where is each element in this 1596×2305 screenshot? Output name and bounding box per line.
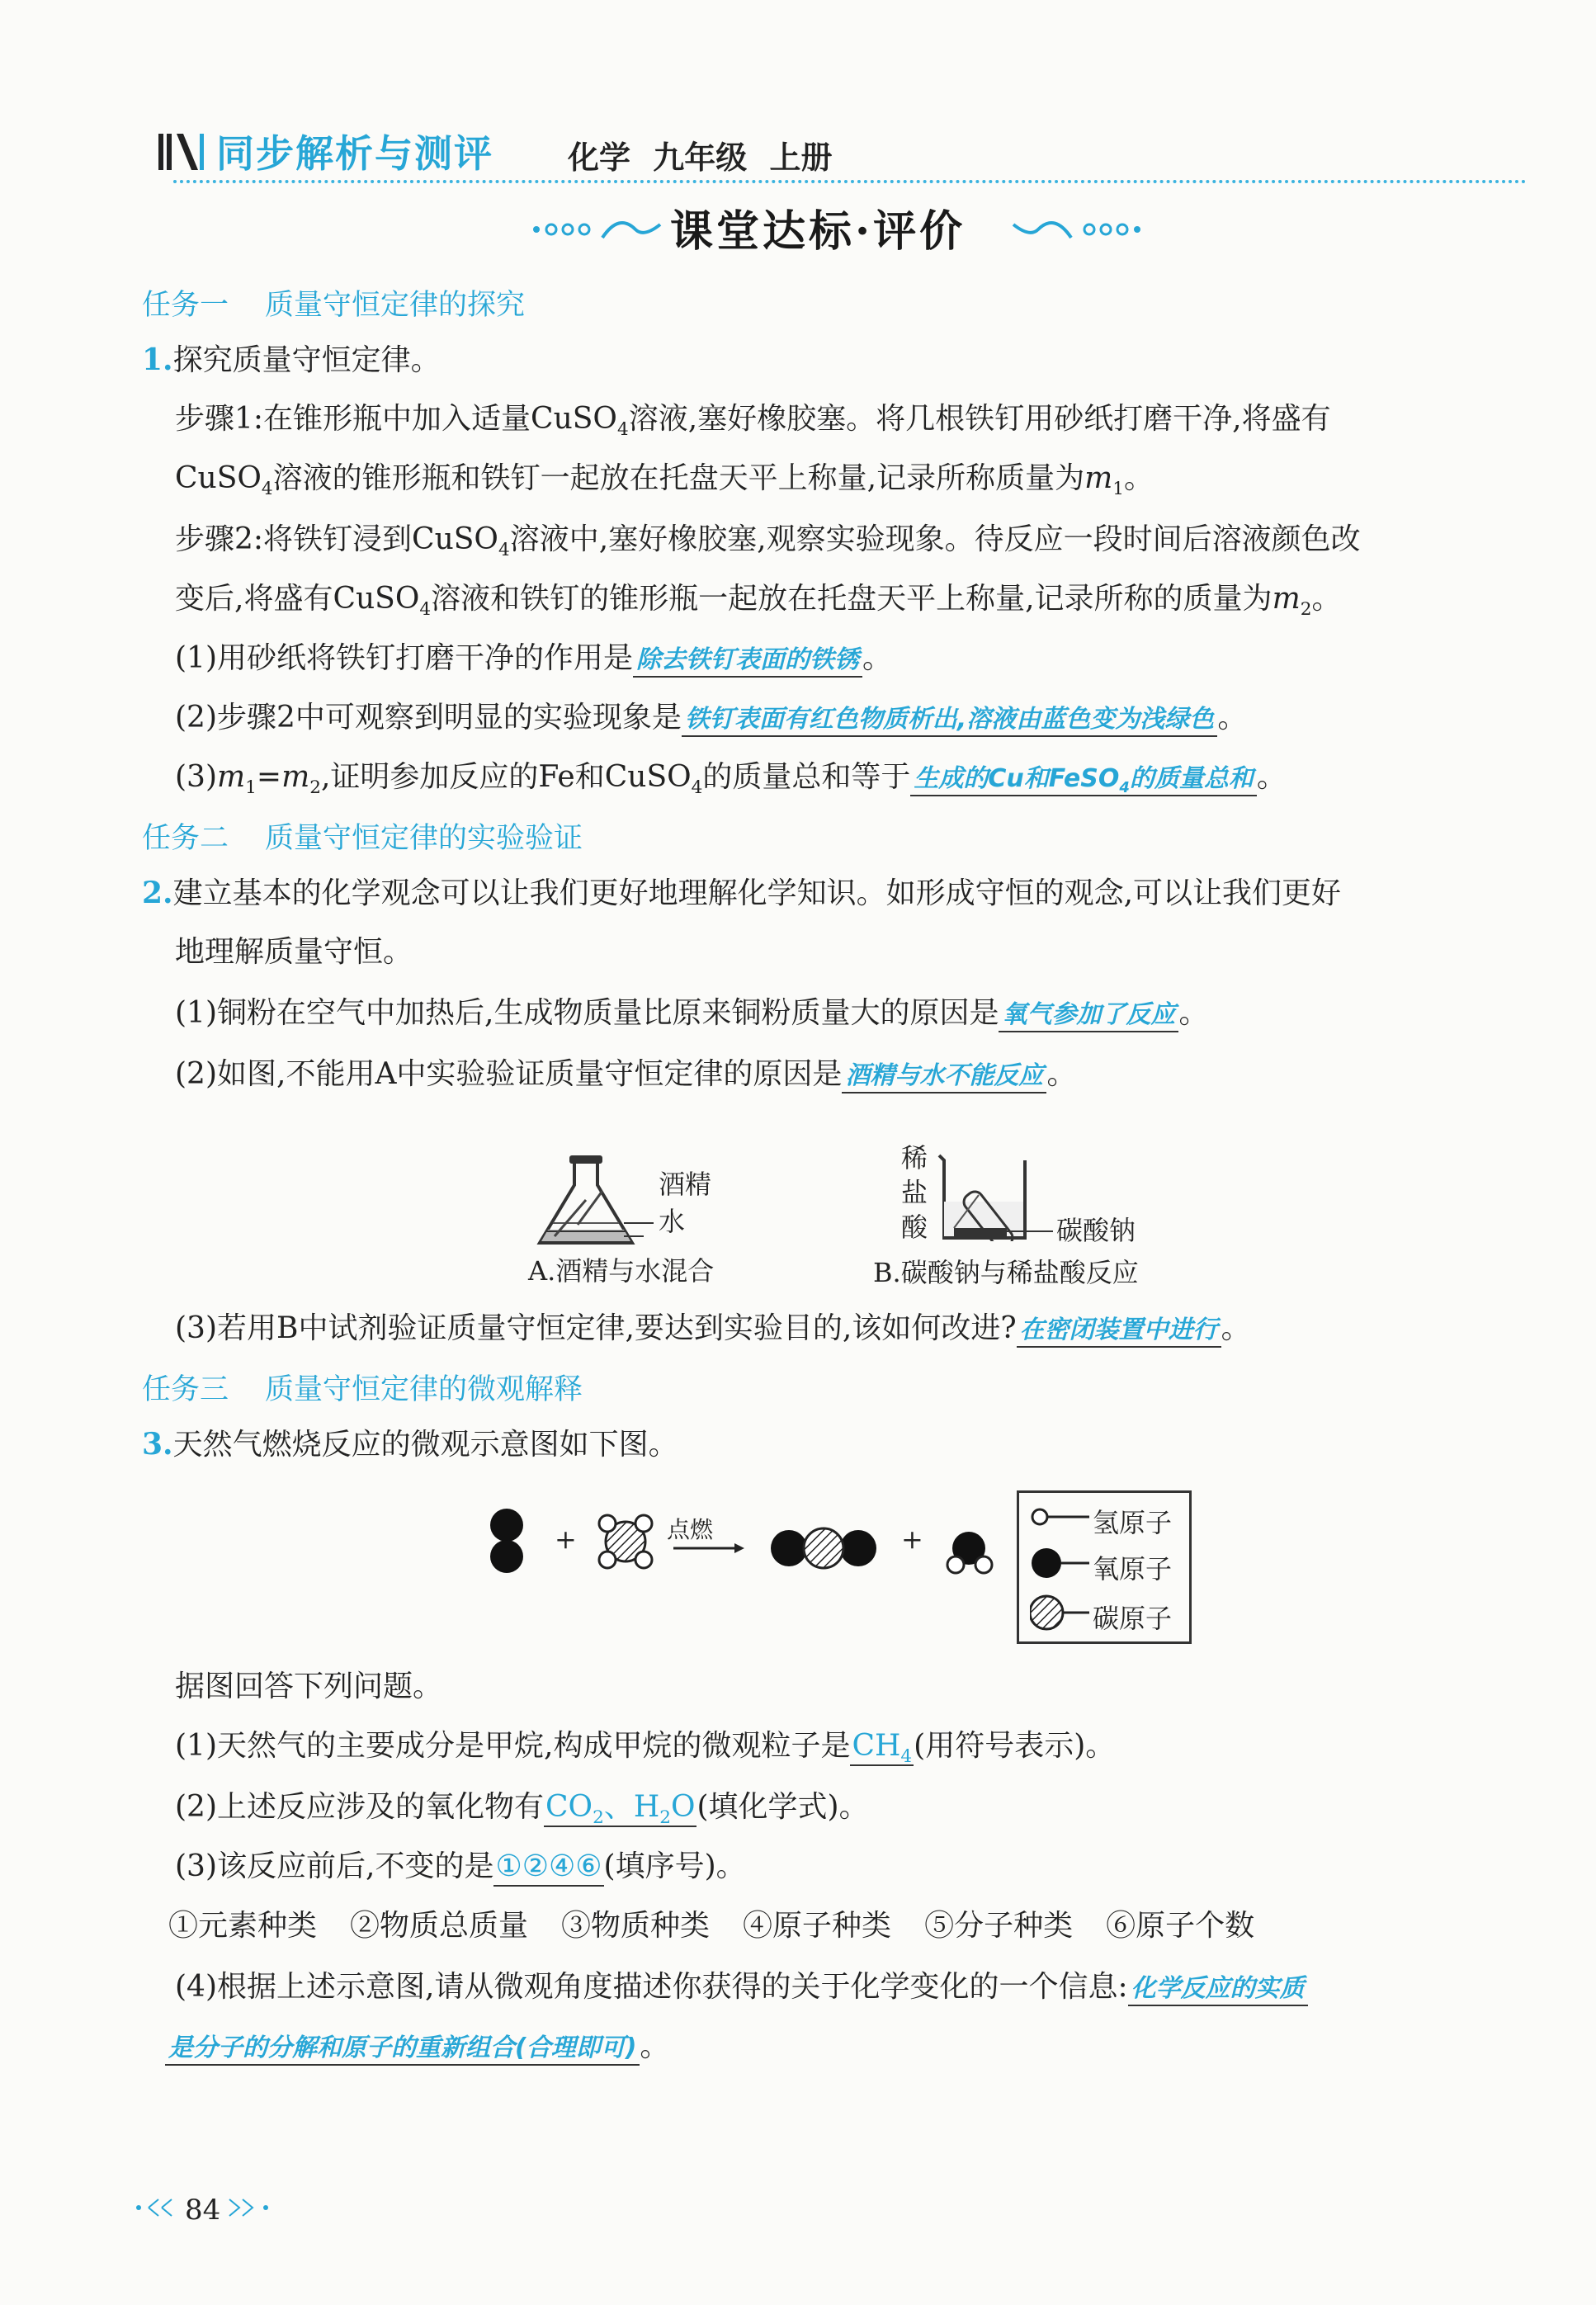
series-title: 同步解析与测评 [216,131,493,176]
plus-sign-2: + [901,1523,923,1555]
q1-step2-line2: 变后,将盛有CuSO$_4$溶液和铁钉的锥形瓶一起放在托盘天平上称量,记录所称的质量为$m_2$。 [175,582,1342,621]
q2-part1-answer: 氧气参加了反应 [999,1000,1178,1032]
q1-part2-answer: 铁钉表面有红色物质析出,溶液由蓝色变为浅绿色 [682,705,1217,737]
fig-a-label-water: 水 [659,1206,686,1237]
section-title: 课堂达标·评价 [670,206,966,257]
q3-options: ①元素种类 ②物质总质量 ③物质种类 ④原子种类 ⑤分子种类 ⑥原子个数 [168,1909,1255,1943]
water-molecule-icon [947,1532,992,1573]
q2-stem-line1: 2.建立基本的化学观念可以让我们更好地理解化学知识。如形成守恒的观念,可以让我们更好 [142,876,1342,910]
q2-part3-answer: 在密闭装置中进行 [1017,1315,1221,1348]
beaker-figure [933,1149,1056,1241]
q2-part2-answer: 酒精与水不能反应 [842,1061,1046,1093]
fig-b-caption: B.碳酸钠与稀盐酸反应 [873,1257,1139,1288]
fig-a-caption: A.酒精与水混合 [528,1255,715,1287]
q1-step2-line1: 步骤2:将铁钉浸到CuSO$_4$溶液中,塞好橡胶塞,观察实验现象。待反应一段时间后溶液颜色改 [175,522,1361,561]
task-3-heading: 任务三 质量守恒定律的微观解释 [142,1373,583,1406]
page-number: 84 [185,2194,221,2227]
oxygen-atom-icon [1032,1548,1061,1578]
q3-part4-answer-2: 是分子的分解和原子的重新组合(合理即可) [165,2033,640,2066]
q2-part1: (1)铜粉在空气中加热后,生成物质量比原来铜粉质量大的原因是 氧气参加了反应 。 [175,999,1208,1028]
q3-part4-line1: (4)根据上述示意图,请从微观角度描述你获得的关于化学变化的一个信息: 化学反应的实质 [175,1972,1308,2002]
header-divider [173,180,1527,183]
q3-stem: 3.天然气燃烧反应的微观示意图如下图。 [142,1427,678,1462]
fig-b-label-1: 稀 [901,1142,928,1174]
legend-markers [1030,1500,1096,1632]
q1-part3: $(3)m_1=m_2$,证明参加反应的Fe和CuSO$_4$的质量总和等于 生成的Cu和FeSO$_4$的质量总和 。 [175,760,1287,799]
task-1-heading: 任务一 质量守恒定律的探究 [142,289,526,322]
q1-part3-answer: 生成的Cu和FeSO$_4$的质量总和 [910,764,1257,796]
carbon-dioxide-molecule-icon [771,1528,876,1568]
q3-part1-answer: $CH_4$ [852,1729,913,1768]
q1-part2: (2)步骤2中可观察到明显的实验现象是 铁钉表面有红色物质析出,溶液由蓝色变为浅绿色 。 [175,703,1247,733]
q1-part1: (1)用砂纸将铁钉打磨干净的作用是 除去铁钉表面的铁锈 。 [175,644,892,673]
q3-part2: (2)上述反应涉及的氧化物有$CO_2$、$H_2O$(填化学式)。 [175,1790,869,1829]
q1-step1-line1: 步骤1:在锥形瓶中加入适量CuSO$_4$溶液,塞好橡胶塞。将几根铁钉用砂纸打磨干净,将盛有 [175,402,1331,441]
q1-part1-answer: 除去铁钉表面的铁锈 [633,645,862,678]
q2-part3: (3)若用B中试剂验证质量守恒定律,要达到实验目的,该如何改进? 在密闭装置中进行 。 [175,1314,1251,1344]
q3-intro: 据图回答下列问题。 [175,1670,443,1703]
left-ornament-icon [528,213,668,246]
task-2-heading: 任务二 质量守恒定律的实验验证 [142,822,583,855]
flask-figure [528,1154,660,1246]
q2-stem-line2: 地理解质量守恒。 [175,935,413,969]
q3-part3: (3)该反应前后,不变的是①②④⑥(填序号)。 [175,1852,746,1882]
fig-b-label-3: 酸 [901,1212,928,1243]
legend-oxygen: 氧原子 [1093,1553,1173,1585]
q3-part4-answer-1: 化学反应的实质 [1128,1974,1308,2006]
methane-molecule-icon [599,1515,652,1568]
fig-b-label-sodium-carbonate: 碳酸钠 [1056,1215,1136,1246]
q3-part1: (1)天然气的主要成分是甲烷,构成甲烷的微观粒子是$CH_4$(用符号表示)。 [175,1729,1116,1768]
fig-a-label-alcohol: 酒精 [659,1169,712,1200]
subject-grade: 化学 九年级 上册 [568,139,833,176]
legend-carbon: 碳原子 [1093,1603,1173,1634]
legend-hydrogen: 氢原子 [1093,1507,1173,1538]
q3-part2-answer: $CO_2$、$H_2O$ [545,1790,696,1829]
hydrogen-atom-icon [1032,1509,1047,1524]
fig-b-label-2: 盐 [901,1177,928,1208]
oxygen-molecule-icon [490,1509,523,1573]
right-ornament-icon [1005,213,1145,246]
plus-sign-1: + [555,1523,577,1555]
carbon-atom-icon [1030,1596,1063,1629]
ignite-label: 点燃 [667,1516,714,1543]
q2-part2: (2)如图,不能用A中实验验证质量守恒定律的原因是 酒精与水不能反应 。 [175,1060,1076,1089]
book-logo-icon [157,130,215,173]
q1-stem: 1.探究质量守恒定律。 [142,342,441,377]
q3-part3-answer: ①②④⑥ [493,1849,603,1887]
q1-step1-line2: CuSO$_4$溶液的锥形瓶和铁钉一起放在托盘天平上称量,记录所称质量为$m_1$。 [175,461,1155,500]
q3-part4-line2: 是分子的分解和原子的重新组合(合理即可) 。 [165,2032,669,2062]
